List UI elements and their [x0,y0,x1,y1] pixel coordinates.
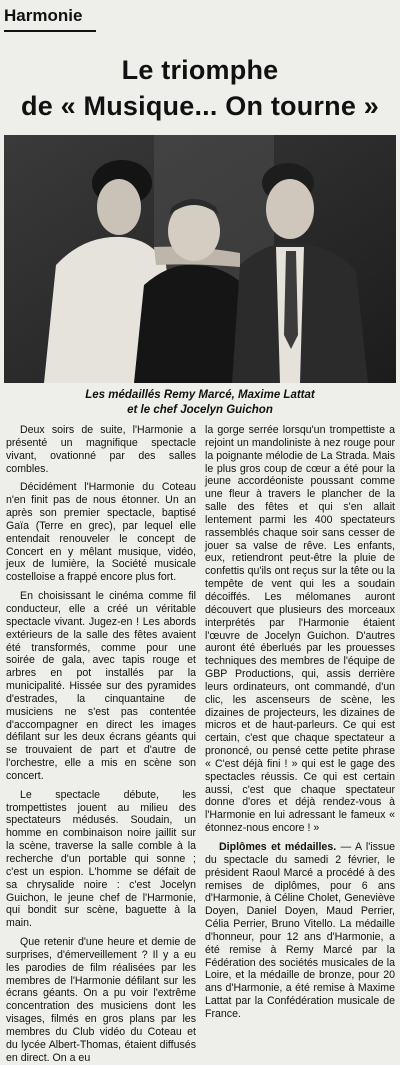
paragraph: En choisissant le cinéma comme fil conducteur, elle a créé un véritable spectacle vivant. Jugez-en ! Les abords extérieurs de la salle des fêtes avaient été transformés, comme pour une soirée de gala, avec tapis rouge et arbres en pot installés par la municipalité. Hissée sur des pyramides d'estrades, la cinquantaine de musiciens ne s'est pas contentée d'accompagner en direct les images défilant sur les deux écrans géants qui se trouvaient de part et d'autre de l'orchestre, elle a mis en scène son concert. [6,590,196,782]
paragraph: la gorge serrée lorsqu'un trompettiste a rejoint un mandoliniste à nez rouge pour la poignante mélodie de La Strada. Mais le plus gros coup de cœur a été pour la jeune accordéoniste poussant comme une fleur à travers le plancher de la salle des fêtes et qui s'en allait lentement parmi les 400 spectateurs rassemblés chaque soir sans cesser de jouer sa valse de rêve. Les enfants, eux, retiendront peut-être la pluie de confettis qu'ils ont reçus sur la tête ou la tempête de vent qui les a soudain décoiffés. Les mélomanes auront découvert que plusieurs des morceaux interprétés par l'Harmonie étaient l'œuvre de Jocelyn Guichon. D'autres auront été éberlués par les prouesses techniques des membres de l'équipe de GBP Productions, qui, assis derrière leurs ordinateurs, ont commandé, d'un clic, les ascenseurs de scène, les dizaines de projecteurs, les dizaines de micros et de haut-parleurs. Ce qui est certain, c'est que chaque spectateur a prononcé, ou pensé cette petite phrase « C'est déjà fini ! » qui est le gage des spectacles réussis. Ce qui est certain aussi, c'est que chaque spectateur donne d'ores et déjà rendez-vous à l'Harmonie en lui adressant le fameux « étonnez-nous encore ! » [205,424,395,835]
headline [0,52,400,124]
paragraph: Que retenir d'une heure et demie de surprises, d'émerveillement ? Il y a eu les parodies de film réalisées par les membres de l'Harmonie défilant sur les écrans géants. On a pu voir l'extrême concentration des musiciens dont les visages, filmés en gros plans par les membres du Club vidéo du Coteau et du lycée Albert-Thomas, étaient diffusés en direct. On a eu [6,936,196,1064]
paragraph: Le spectacle débute, les trompettistes jouent au milieu des spectateurs médusés. Soudain, un homme en combinaison noire jaillit sur la scène, traverse la salle comble à la recherche d'un portable qui sonne ; c'est un espion. L'homme se défait de sa chrysalide noire : c'est Jocelyn Guichon, le jeune chef de l'Harmonie, qui bondit sur scène, baguette à la main. [6,788,196,930]
subhead-paragraph [205,841,395,1021]
article-photo [4,135,396,383]
headline-line-2: de « Musique... On tourne » [21,91,379,121]
caption-line-2: et le chef Jocelyn Guichon [127,404,273,416]
article-column-right [205,424,395,1021]
paragraph: Deux soirs de suite, l'Harmonie a présenté un magnifique spectacle vivant, ovationné par des salles combles. [6,424,196,475]
subhead-text: — A l'issue du spectacle du samedi 2 février, le président Raoul Marcé a procédé à des remises de diplômes, pour 6 ans d'Harmonie, à Céline Cholet, Geneviève Doyen, Daniel Doyen, Maud Perrier, Célia Perrier, Bruno Vitello. La médaille d'honneur, pour 12 ans d'Harmonie, a été remise à Remy Marcé par la Fédération des sociétés musicales de la Loire, et la médaille de bronze, pour 20 ans d'Harmonie, a été remise à Maxime Lattat par la Confédération musicale de France. [205,841,395,1020]
photo-illustration [4,135,396,383]
subhead-title: Diplômes et médailles. [219,841,337,853]
paragraph: Décidément l'Harmonie du Coteau n'en finit pas de nous étonner. Un an après son premier spectacle, baptisé Gaïa (Terre en grec), par lequel elle entendait renouveler le concept de Concert en y mêlant musique, vidéo, jeux de lumière, la Société musicale costelloise a frappé encore plus fort. [6,481,196,584]
article-column-left [6,424,196,1065]
caption-line-1: Les médaillés Remy Marcé, Maxime Lattat [85,389,315,401]
photo-caption [0,388,400,418]
section-rubric: Harmonie [4,6,83,25]
headline-line-1: Le triomphe [121,55,279,85]
rubric-underline [4,30,96,32]
